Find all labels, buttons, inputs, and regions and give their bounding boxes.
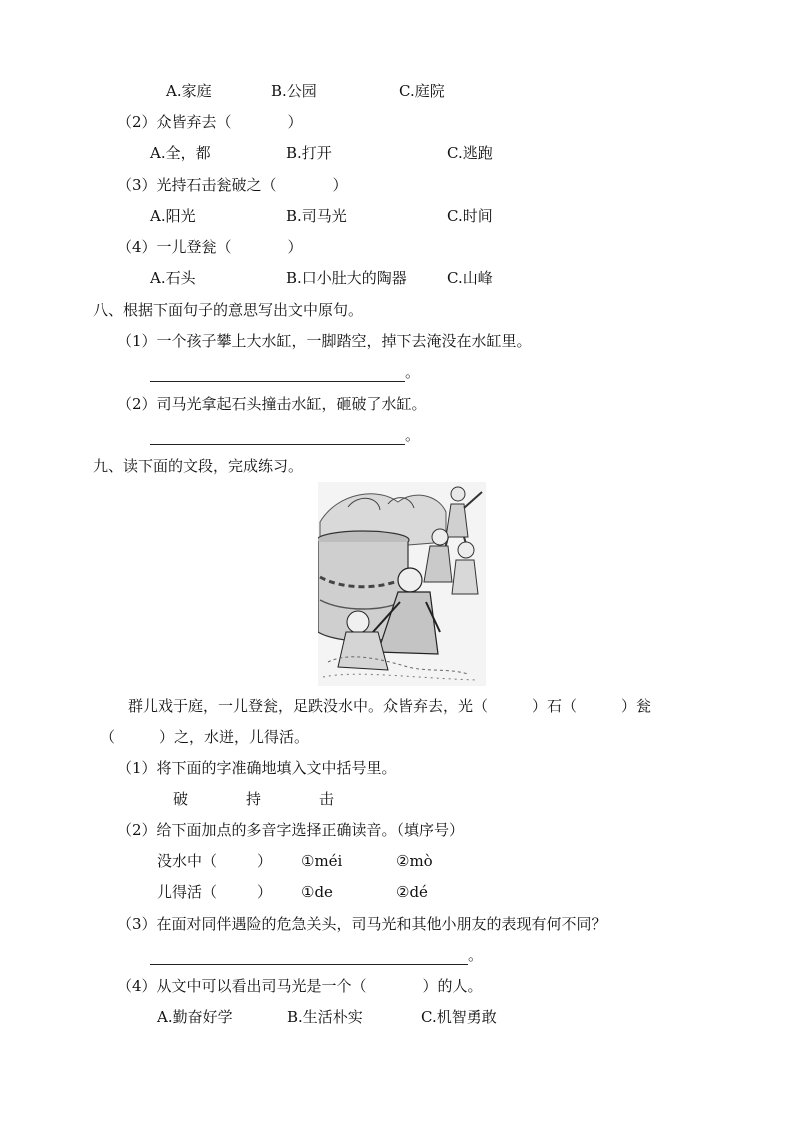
poly-2-option-1: ①de bbox=[301, 883, 333, 901]
q7-4-close: ） bbox=[287, 238, 303, 256]
q9-sub3: （3）在面对同伴遇险的危急关头，司马光和其他小朋友的表现有何不同？ bbox=[117, 915, 607, 933]
q7-3-option-a: A.阳光 bbox=[150, 207, 196, 225]
q8-answer-line-2 bbox=[150, 425, 420, 445]
q8-period-2: 。 bbox=[405, 426, 421, 444]
q9-sub3-period: 。 bbox=[468, 946, 484, 964]
q8-period-1: 。 bbox=[405, 363, 421, 381]
q7-4-prompt bbox=[117, 237, 303, 257]
q9-sub3-answer-line bbox=[150, 945, 483, 965]
q7-2-option-a: A.全，都 bbox=[150, 144, 211, 162]
passage-text-3: ）瓮 bbox=[621, 697, 652, 715]
passage-text-4: （ bbox=[100, 728, 116, 746]
q7-4-label: （4）一儿登瓮（ bbox=[117, 238, 232, 256]
q9-sub1: （1）将下面的字准确地填入文中括号里。 bbox=[117, 759, 397, 777]
poly-word-2: 儿得活（ bbox=[157, 883, 218, 901]
q7-3-option-c: C.时间 bbox=[447, 207, 493, 225]
passage-text-5: ）之，水迸，儿得活。 bbox=[159, 728, 310, 746]
q7-2-prompt bbox=[117, 112, 303, 132]
char-option-3: 击 bbox=[319, 790, 335, 808]
poly-2-option-2: ②dé bbox=[396, 883, 428, 901]
q7-1-option-c: C.庭院 bbox=[399, 82, 445, 100]
q9-sub4-before: （4）从文中可以看出司马光是一个（ bbox=[117, 977, 367, 995]
q9-sub4-option-a: A.勤奋好学 bbox=[157, 1008, 233, 1026]
q9-sub2: （2）给下面加点的多音字选择正确读音。（填序号） bbox=[117, 821, 465, 839]
q9-passage-line-2 bbox=[100, 727, 309, 747]
q7-3-label: （3）光持石击瓮破之（ bbox=[117, 176, 277, 194]
q9-sub4-option-c: C.机智勇敢 bbox=[421, 1008, 497, 1026]
poly-close-2: ） bbox=[257, 883, 273, 901]
poly-1-option-2: ②mò bbox=[396, 852, 433, 870]
poly-row-1 bbox=[157, 851, 272, 871]
q8-heading: 八、根据下面句子的意思写出文中原句。 bbox=[93, 301, 364, 319]
q7-1-option-a: A.家庭 bbox=[166, 82, 212, 100]
q9-sub4 bbox=[117, 976, 483, 996]
q8-answer-line-1 bbox=[150, 362, 420, 382]
q7-4-option-b: B.口小肚大的陶器 bbox=[286, 269, 407, 287]
q7-2-label: （2）众皆弃去（ bbox=[117, 113, 232, 131]
poly-1-option-1: ①méi bbox=[301, 852, 343, 870]
q7-3-option-b: B.司马光 bbox=[286, 207, 347, 225]
q7-4-option-c: C.山峰 bbox=[447, 269, 493, 287]
q9-heading: 九、读下面的文段，完成练习。 bbox=[93, 457, 304, 475]
passage-text-1: 群儿戏于庭，一儿登瓮，足跌没水中。众皆弃去，光（ bbox=[128, 697, 489, 715]
q7-3-prompt bbox=[117, 175, 348, 195]
poly-word-1: 没水中（ bbox=[157, 852, 218, 870]
poly-row-2 bbox=[157, 882, 272, 902]
answer-line[interactable] bbox=[150, 948, 468, 965]
passage-text-2: ）石（ bbox=[532, 697, 578, 715]
q7-2-option-c: C.逃跑 bbox=[447, 144, 493, 162]
q7-4-option-a: A.石头 bbox=[150, 269, 196, 287]
q7-3-close: ） bbox=[332, 176, 348, 194]
q9-sub4-option-b: B.生活朴实 bbox=[287, 1008, 363, 1026]
answer-line[interactable] bbox=[150, 365, 405, 382]
q8-sentence-2: （2）司马光拿起石头撞击水缸，砸破了水缸。 bbox=[117, 395, 427, 413]
q9-passage-line-1 bbox=[128, 696, 651, 716]
q8-sentence-1: （1）一个孩子攀上大水缸，一脚踏空，掉下去淹没在水缸里。 bbox=[117, 332, 532, 350]
q7-2-close: ） bbox=[287, 113, 303, 131]
char-option-2: 持 bbox=[246, 790, 262, 808]
q7-2-option-b: B.打开 bbox=[286, 144, 332, 162]
answer-line[interactable] bbox=[150, 428, 405, 445]
char-option-1: 破 bbox=[173, 790, 189, 808]
poly-close-1: ） bbox=[257, 852, 273, 870]
sima-guang-illustration bbox=[318, 482, 486, 686]
q7-1-option-b: B.公园 bbox=[271, 82, 317, 100]
q9-sub4-after: ）的人。 bbox=[422, 977, 483, 995]
